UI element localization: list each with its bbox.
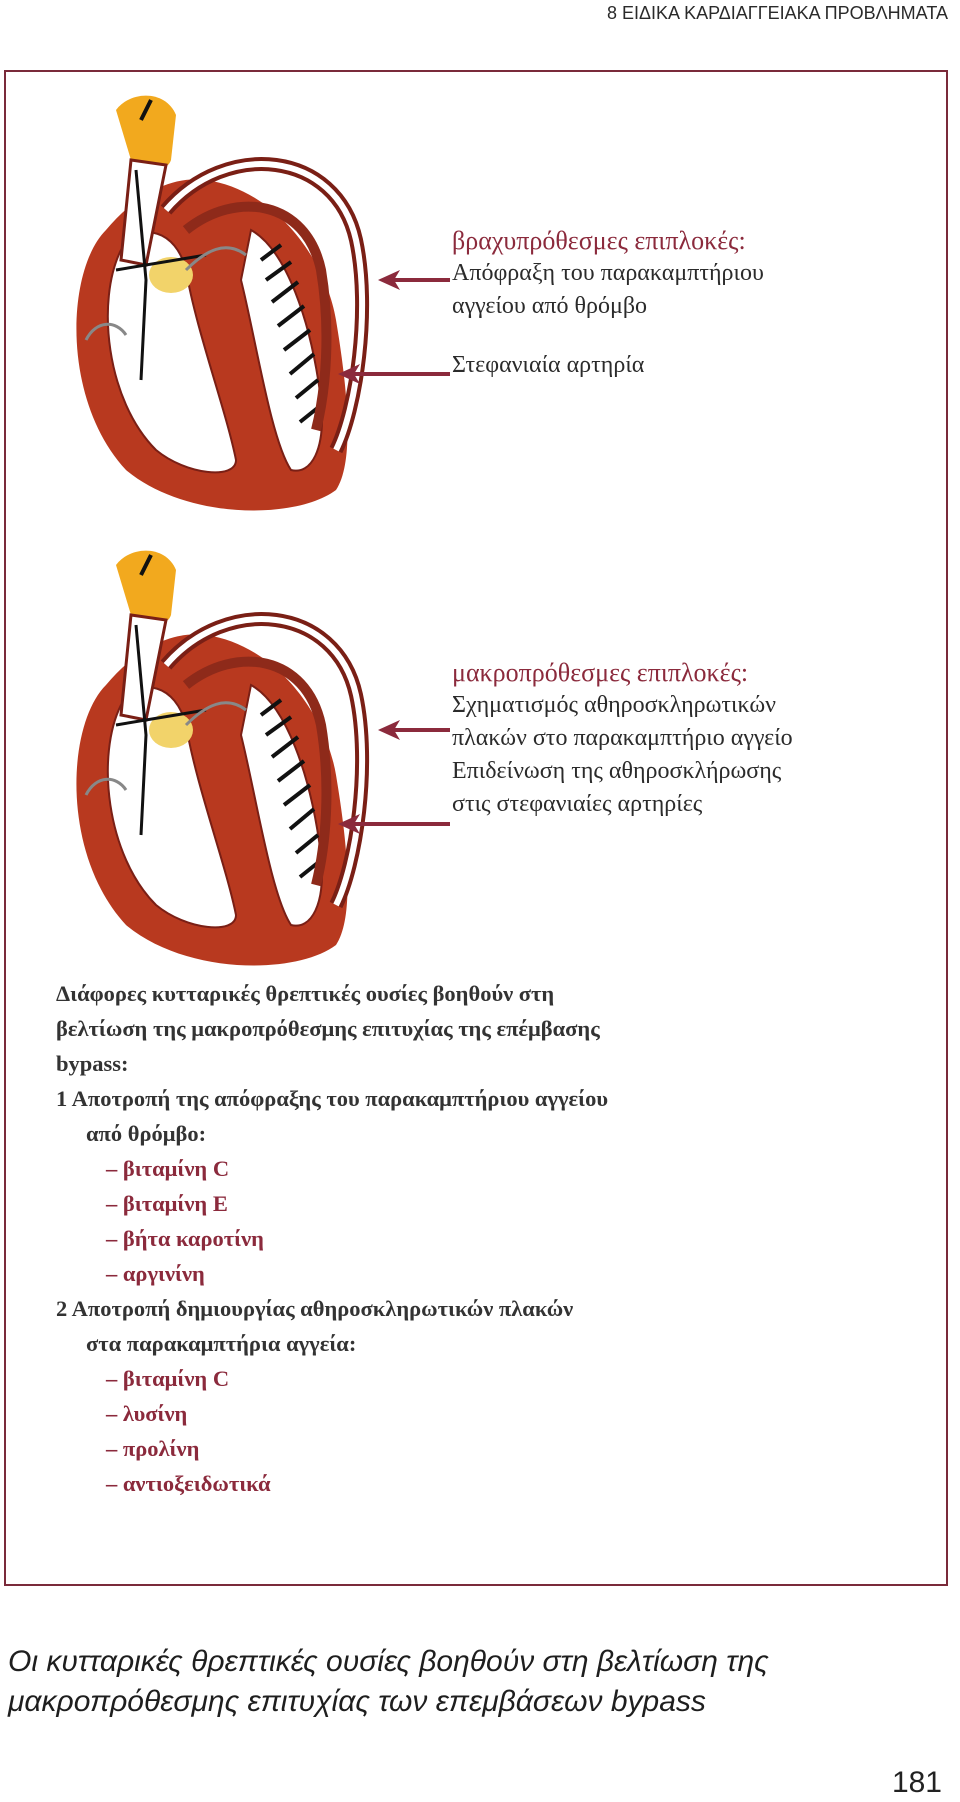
- section-heading: 2 Αποτροπή δημιουργίας αθηροσκληρωτικών πλακών: [56, 1296, 574, 1321]
- long-term-line: Επιδείνωση της αθηροσκλήρωσης: [452, 758, 782, 784]
- heart-bypass-icon: [36, 535, 396, 975]
- nutrient-item: – βιταμίνη C: [106, 1156, 230, 1181]
- nutrient-item: – αργινίνη: [106, 1261, 205, 1286]
- short-term-callout: [452, 224, 764, 382]
- short-term-line: Απόφραξη του παρακαμπτήριου: [452, 260, 764, 286]
- heart-illustration-top: [36, 80, 396, 520]
- intro-line: bypass:: [56, 1051, 129, 1076]
- nutrient-item: – βήτα καροτίνη: [106, 1226, 264, 1251]
- caption-line: μακροπρόθεσμης επιτυχίας των επεμβάσεων bypass: [8, 1685, 706, 1718]
- section-heading-cont: στα παρακαμπτήρια αγγεία:: [86, 1331, 357, 1356]
- arrow-left-icon: [338, 362, 450, 386]
- coronary-artery-label: Στεφανιαία αρτηρία: [452, 352, 645, 378]
- nutrient-item: – βιταμίνη C: [106, 1366, 230, 1391]
- section-heading: 1 Αποτροπή της απόφραξης του παρακαμπτήριου αγγείου: [56, 1086, 609, 1111]
- short-term-line: αγγείου από θρόμβο: [452, 293, 648, 319]
- nutrient-item: – προλίνη: [106, 1436, 200, 1461]
- pointer-arrow-graft-plaque: [378, 718, 450, 742]
- pointer-arrow-coronary: [338, 362, 450, 386]
- heart-illustration-bottom: [36, 535, 396, 975]
- section-heading-cont: από θρόμβο:: [86, 1121, 207, 1146]
- arrow-left-icon: [378, 718, 450, 742]
- intro-line: βελτίωση της μακροπρόθεσμης επιτυχίας της επέμβασης: [56, 1016, 600, 1041]
- arrow-left-icon: [378, 268, 450, 292]
- long-term-title: μακροπρόθεσμες επιπλοκές:: [452, 658, 749, 687]
- pointer-arrow-artery-plaque: [338, 812, 450, 836]
- long-term-line: στις στεφανιαίες αρτηρίες: [452, 791, 703, 817]
- intro-line: Διάφορες κυτταρικές θρεπτικές ουσίες βοηθούν στη: [56, 981, 555, 1006]
- nutrients-text: [56, 976, 916, 1501]
- figure-caption: [8, 1642, 948, 1722]
- nutrient-item: – βιταμίνη E: [106, 1191, 228, 1216]
- page-number: 181: [891, 1766, 942, 1799]
- pointer-arrow-occlusion: [378, 268, 450, 292]
- long-term-callout: [452, 656, 793, 821]
- nutrient-item: – αντιοξειδωτικά: [106, 1471, 271, 1496]
- nutrient-item: – λυσίνη: [106, 1401, 188, 1426]
- heart-bypass-icon: [36, 80, 396, 520]
- long-term-line: Σχηματισμός αθηροσκληρωτικών: [452, 692, 777, 718]
- short-term-title: βραχυπρόθεσμες επιπλοκές:: [452, 226, 746, 255]
- arrow-left-icon: [338, 812, 450, 836]
- long-term-line: πλακών στο παρακαμπτήριο αγγείο: [452, 725, 793, 751]
- caption-line: Οι κυτταρικές θρεπτικές ουσίες βοηθούν στη βελτίωση της: [8, 1645, 769, 1678]
- running-header: 8 ΕΙΔΙΚΑ ΚΑΡΔΙΑΓΓΕΙΑΚΑ ΠΡΟΒΛΗΜΑΤΑ: [607, 3, 948, 23]
